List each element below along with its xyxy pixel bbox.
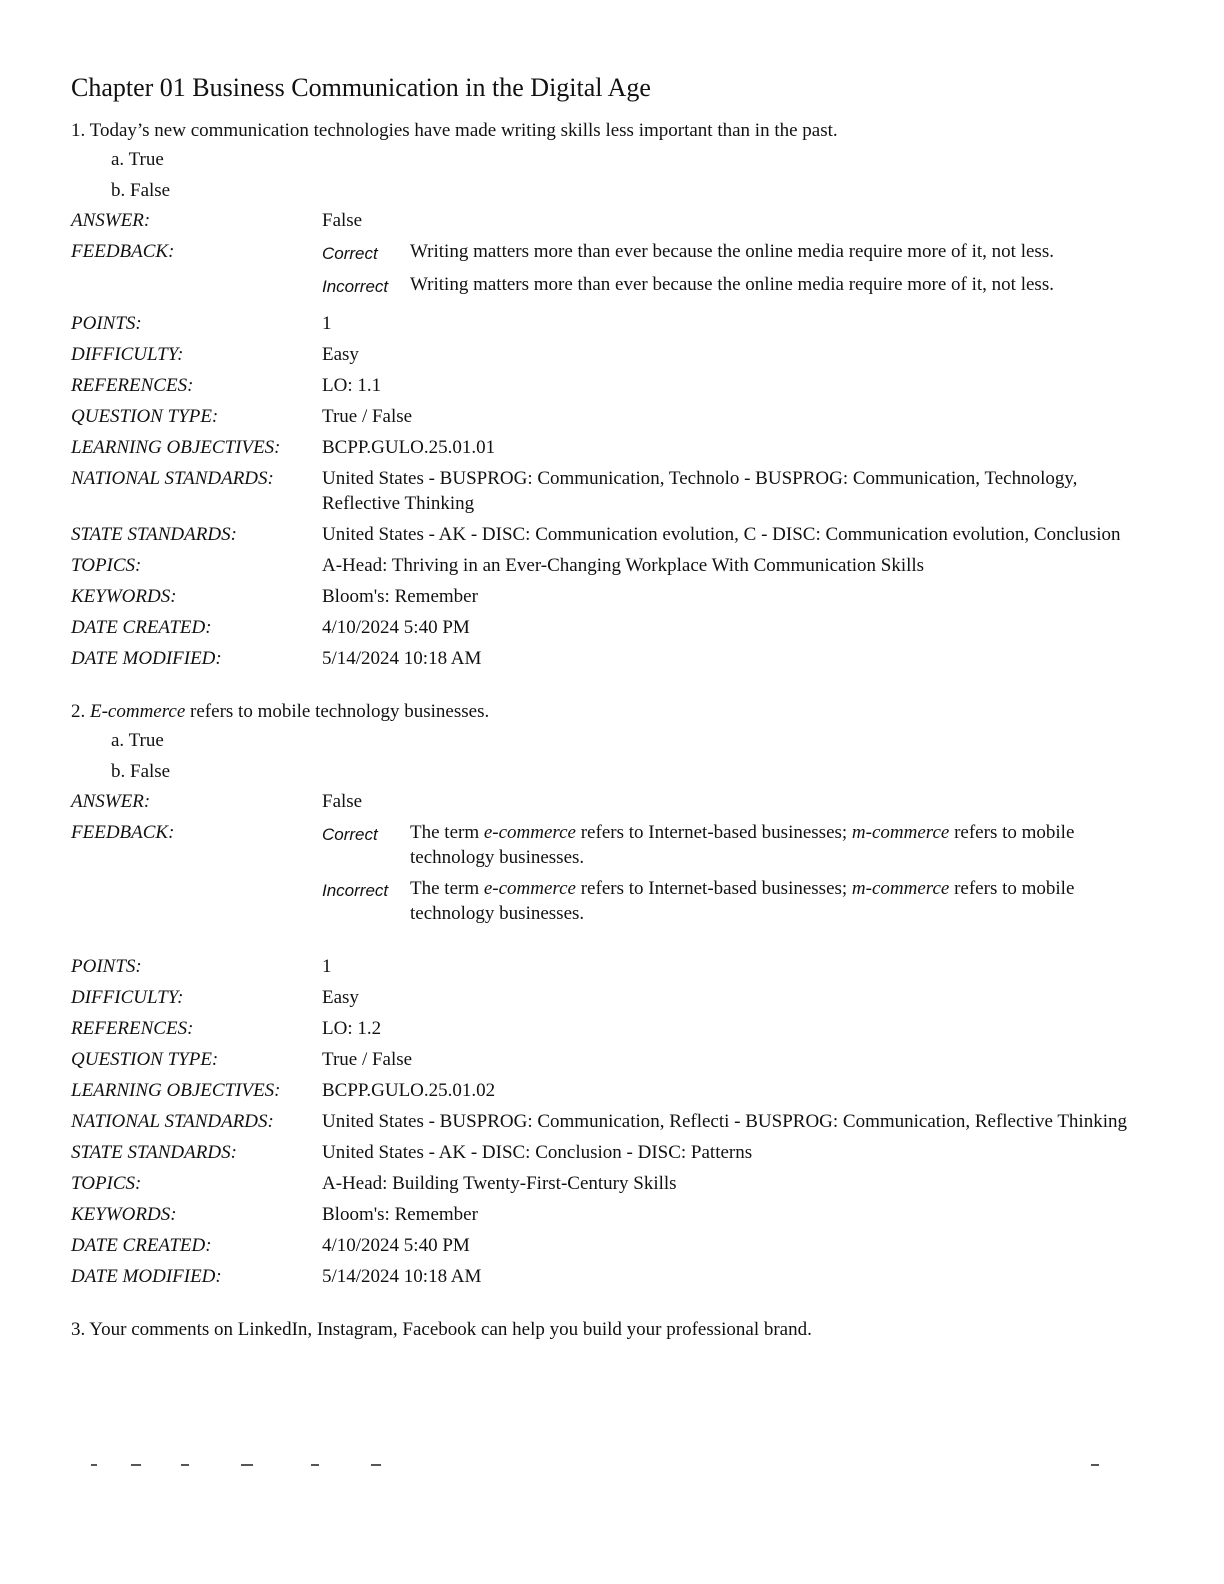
learning-objectives-row xyxy=(71,1078,1151,1103)
feedback-correct-text: Writing matters more than ever because the online media require more of it, not less. xyxy=(410,241,1054,262)
keywords-value: Bloom's: Remember xyxy=(322,1204,478,1225)
date-modified-label: DATE MODIFIED: xyxy=(71,648,222,669)
answer-row xyxy=(71,208,1151,233)
feedback-text-part: refers to Internet-based businesses; xyxy=(575,822,852,843)
references-value: LO: 1.2 xyxy=(322,1018,382,1039)
date-modified-label: DATE MODIFIED: xyxy=(71,1266,222,1287)
choice-true: a. True xyxy=(111,730,164,751)
document-page xyxy=(71,70,1151,1357)
topics-label: TOPICS: xyxy=(71,555,142,576)
points-row xyxy=(71,954,1151,979)
difficulty-label: DIFFICULTY: xyxy=(71,987,184,1008)
points-row xyxy=(71,311,1151,336)
topics-value: A-Head: Thriving in an Ever-Changing Workplace With Communication Skills xyxy=(322,555,925,576)
points-value: 1 xyxy=(322,313,332,334)
feedback-term: m-commerce xyxy=(851,878,950,899)
difficulty-value: Easy xyxy=(322,344,359,365)
keywords-value: Bloom's: Remember xyxy=(322,586,478,607)
remnant-mark xyxy=(241,1464,253,1466)
remnant-mark xyxy=(371,1464,381,1466)
feedback-text-part: The term xyxy=(410,878,484,899)
date-created-value: 4/10/2024 5:40 PM xyxy=(322,617,470,638)
date-modified-value: 5/14/2024 10:18 AM xyxy=(322,1266,482,1287)
feedback-correct-label: Correct xyxy=(322,825,378,844)
keywords-row xyxy=(71,584,1151,609)
learning-objectives-label: LEARNING OBJECTIVES: xyxy=(71,1080,281,1101)
national-standards-row xyxy=(71,1109,1151,1134)
question-text: Your comments on LinkedIn, Instagram, Facebook can help you build your professional brand. xyxy=(89,1319,812,1340)
learning-objectives-label: LEARNING OBJECTIVES: xyxy=(71,437,281,458)
feedback-label: FEEDBACK: xyxy=(71,822,175,843)
choice-false: b. False xyxy=(111,761,171,782)
feedback-incorrect xyxy=(322,876,1151,926)
feedback-row xyxy=(71,239,1151,305)
question-number: 3. xyxy=(71,1319,86,1340)
difficulty-value: Easy xyxy=(322,987,359,1008)
date-modified-value: 5/14/2024 10:18 AM xyxy=(322,648,482,669)
feedback-text-part: refers to Internet-based businesses; xyxy=(575,878,852,899)
remnant-mark xyxy=(131,1464,141,1466)
cropped-text-remnant xyxy=(71,1462,1151,1468)
answer-value: False xyxy=(322,791,363,812)
state-standards-row xyxy=(71,1140,1151,1165)
date-created-row xyxy=(71,1233,1151,1258)
remnant-mark xyxy=(311,1464,319,1466)
question-number: 1. xyxy=(71,120,86,141)
answer-row xyxy=(71,789,1151,814)
question-type-value: True / False xyxy=(322,406,413,427)
remnant-mark xyxy=(1091,1464,1099,1466)
feedback-text-part: The term xyxy=(410,822,484,843)
feedback-incorrect-label: Incorrect xyxy=(322,277,389,296)
feedback-row xyxy=(71,820,1151,948)
state-standards-value: United States - AK - DISC: Conclusion - DISC: Patterns xyxy=(322,1142,753,1163)
choice-list xyxy=(111,725,1151,787)
feedback-incorrect-label: Incorrect xyxy=(322,881,389,900)
question-type-label: QUESTION TYPE: xyxy=(71,406,219,427)
feedback-term: e-commerce xyxy=(483,822,576,843)
question-term: E-commerce xyxy=(90,701,186,722)
feedback-text-part: refers to mobile technology businesses. xyxy=(410,878,1075,924)
keywords-label: KEYWORDS: xyxy=(71,586,177,607)
feedback-block xyxy=(322,820,1151,932)
difficulty-row xyxy=(71,342,1151,367)
points-value: 1 xyxy=(322,956,332,977)
answer-label: ANSWER: xyxy=(71,791,151,812)
question-1 xyxy=(71,118,1151,671)
references-value: LO: 1.1 xyxy=(322,375,382,396)
date-created-label: DATE CREATED: xyxy=(71,1235,212,1256)
question-type-row xyxy=(71,1047,1151,1072)
state-standards-label: STATE STANDARDS: xyxy=(71,524,237,545)
answer-label: ANSWER: xyxy=(71,210,151,231)
references-label: REFERENCES: xyxy=(71,375,194,396)
state-standards-label: STATE STANDARDS: xyxy=(71,1142,237,1163)
question-text: Today’s new communication technologies have made writing skills less important than in the past. xyxy=(89,120,838,141)
learning-objectives-row xyxy=(71,435,1151,460)
national-standards-label: NATIONAL STANDARDS: xyxy=(71,1111,274,1132)
choice-true: a. True xyxy=(111,149,164,170)
points-label: POINTS: xyxy=(71,313,142,334)
question-stem xyxy=(71,1317,1151,1343)
feedback-incorrect xyxy=(322,272,1151,299)
question-number: 2. xyxy=(71,701,86,722)
learning-objectives-value: BCPP.GULO.25.01.01 xyxy=(322,437,496,458)
question-type-value: True / False xyxy=(322,1049,413,1070)
keywords-row xyxy=(71,1202,1151,1227)
choice-list xyxy=(111,144,1151,206)
date-created-label: DATE CREATED: xyxy=(71,617,212,638)
date-modified-row xyxy=(71,646,1151,671)
feedback-incorrect-text: Writing matters more than ever because the online media require more of it, not less. xyxy=(410,274,1054,295)
question-stem xyxy=(71,699,1151,725)
topics-row xyxy=(71,1171,1151,1196)
feedback-term: e-commerce xyxy=(483,878,576,899)
remnant-mark xyxy=(181,1464,189,1466)
feedback-correct xyxy=(322,239,1151,266)
remnant-mark xyxy=(91,1464,97,1466)
state-standards-value: United States - AK - DISC: Communication evolution, C - DISC: Communication evolution, Conclusion xyxy=(322,524,1121,545)
chapter-title: Chapter 01 Business Communication in the Digital Age xyxy=(71,73,651,102)
points-label: POINTS: xyxy=(71,956,142,977)
feedback-label: FEEDBACK: xyxy=(71,241,175,262)
keywords-label: KEYWORDS: xyxy=(71,1204,177,1225)
difficulty-label: DIFFICULTY: xyxy=(71,344,184,365)
feedback-term: m-commerce xyxy=(851,822,950,843)
references-label: REFERENCES: xyxy=(71,1018,194,1039)
question-2 xyxy=(71,699,1151,1289)
date-modified-row xyxy=(71,1264,1151,1289)
feedback-incorrect-text xyxy=(410,876,1151,926)
references-row xyxy=(71,1016,1151,1041)
state-standards-row xyxy=(71,522,1151,547)
feedback-correct-label: Correct xyxy=(322,244,378,263)
topics-row xyxy=(71,553,1151,578)
question-text: refers to mobile technology businesses. xyxy=(185,701,490,722)
date-created-value: 4/10/2024 5:40 PM xyxy=(322,1235,470,1256)
feedback-block xyxy=(322,239,1151,305)
national-standards-value: United States - BUSPROG: Communication, Reflecti - BUSPROG: Communication, Reflective Thinking xyxy=(322,1111,1127,1132)
feedback-correct-text xyxy=(410,820,1151,870)
learning-objectives-value: BCPP.GULO.25.01.02 xyxy=(322,1080,496,1101)
question-type-label: QUESTION TYPE: xyxy=(71,1049,219,1070)
difficulty-row xyxy=(71,985,1151,1010)
date-created-row xyxy=(71,615,1151,640)
feedback-text-part: refers to mobile technology businesses. xyxy=(410,822,1075,868)
national-standards-value: United States - BUSPROG: Communication, Technolo - BUSPROG: Communication, Technology, Reflective Thinking xyxy=(322,468,1078,514)
national-standards-label: NATIONAL STANDARDS: xyxy=(71,468,274,489)
question-type-row xyxy=(71,404,1151,429)
topics-value: A-Head: Building Twenty-First-Century Skills xyxy=(322,1173,677,1194)
question-3 xyxy=(71,1317,1151,1343)
feedback-correct xyxy=(322,820,1151,870)
answer-value: False xyxy=(322,210,363,231)
choice-false: b. False xyxy=(111,180,171,201)
topics-label: TOPICS: xyxy=(71,1173,142,1194)
question-stem xyxy=(71,118,1151,144)
references-row xyxy=(71,373,1151,398)
national-standards-row xyxy=(71,466,1151,516)
